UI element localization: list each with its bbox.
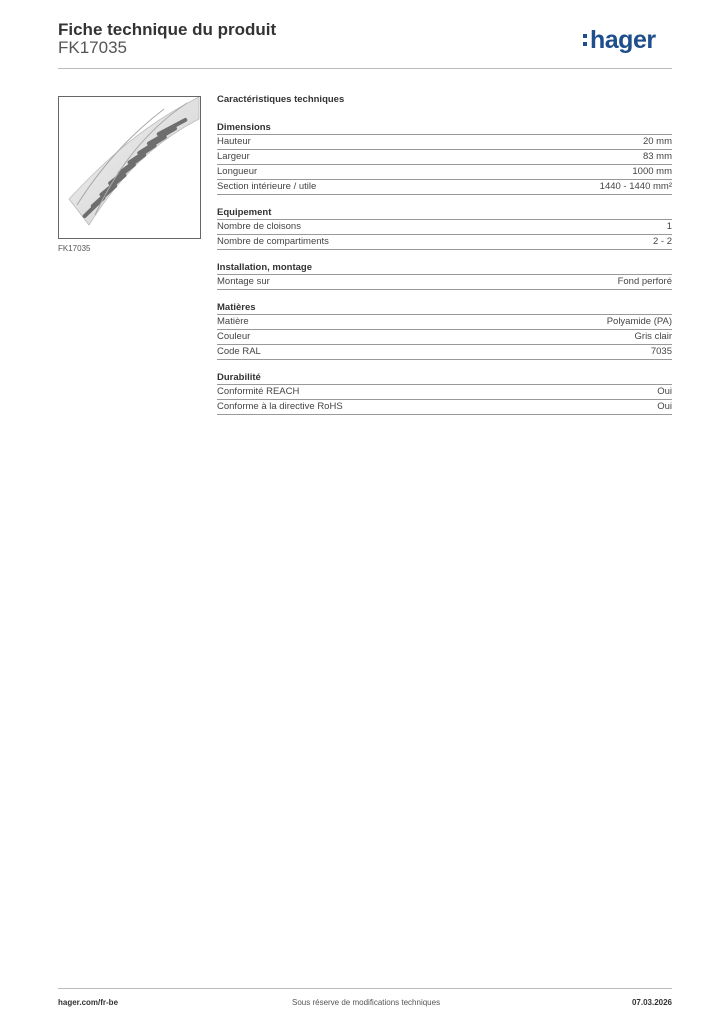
- specs-title: Caractéristiques techniques: [217, 94, 345, 105]
- spec-row: [217, 165, 672, 180]
- spec-row: [217, 150, 672, 165]
- spec-row: [217, 235, 672, 250]
- spec-section: [217, 203, 672, 250]
- hager-logo: [590, 26, 656, 55]
- spec-row: [217, 220, 672, 235]
- spec-label: Conforme à la directive RoHS: [217, 401, 343, 412]
- header-divider: [58, 68, 672, 69]
- footer-date: 07.03.2026: [631, 998, 672, 1007]
- footer-divider: [58, 988, 672, 989]
- spec-row: [217, 315, 672, 330]
- product-code: FK17035: [58, 38, 127, 57]
- spec-label: Code RAL: [217, 346, 261, 357]
- spec-label: Section intérieure / utile: [217, 181, 317, 192]
- product-image: [58, 96, 201, 239]
- spec-value: 2 - 2: [652, 236, 672, 247]
- spec-row: [217, 345, 672, 360]
- spec-value: Oui: [657, 401, 672, 412]
- spec-section: [217, 298, 672, 360]
- spec-row: [217, 330, 672, 345]
- spec-label: Largeur: [217, 151, 250, 162]
- spec-value: 83 mm: [642, 151, 672, 162]
- spec-label: Longueur: [217, 166, 258, 177]
- footer-disclaimer: Sous réserve de modifications techniques: [292, 998, 441, 1007]
- logo-dot-icon: [583, 42, 587, 46]
- flexible-cable-duct-icon: [59, 97, 200, 238]
- spec-value: Polyamide (PA): [606, 316, 672, 327]
- footer-website: hager.com/fr-be: [58, 998, 119, 1007]
- spec-section: [217, 258, 672, 290]
- spec-section: [217, 118, 672, 195]
- spec-table: [217, 94, 672, 423]
- logo-text: hager: [590, 26, 656, 54]
- page-title: Fiche technique du produit: [58, 20, 277, 39]
- image-caption: FK17035: [58, 244, 91, 253]
- spec-value: Fond perforé: [617, 276, 672, 287]
- spec-section: [217, 368, 672, 415]
- spec-row: [217, 400, 672, 415]
- spec-label: Conformité REACH: [217, 386, 300, 397]
- spec-row: [217, 385, 672, 400]
- spec-value: Gris clair: [634, 331, 672, 342]
- spec-value: 7035: [650, 346, 672, 357]
- spec-label: Nombre de cloisons: [217, 221, 301, 232]
- spec-label: Matière: [217, 316, 249, 327]
- spec-value: 1000 mm: [632, 166, 672, 177]
- spec-row: [217, 180, 672, 195]
- spec-section-heading: Durabilité: [217, 368, 672, 385]
- spec-section-heading: Dimensions: [217, 118, 672, 135]
- spec-label: Montage sur: [217, 276, 270, 287]
- spec-value: 1: [666, 221, 672, 232]
- spec-label: Nombre de compartiments: [217, 236, 329, 247]
- spec-section-heading: Matières: [217, 298, 672, 315]
- spec-section-heading: Equipement: [217, 203, 672, 220]
- spec-value: 1440 - 1440 mm²: [599, 181, 672, 192]
- spec-row: [217, 135, 672, 150]
- spec-value: Oui: [657, 386, 672, 397]
- spec-section-heading: Installation, montage: [217, 258, 672, 275]
- spec-row: [217, 275, 672, 290]
- spec-label: Couleur: [217, 331, 251, 342]
- spec-value: 20 mm: [642, 136, 672, 147]
- logo-dot-icon: [583, 34, 587, 38]
- spec-label: Hauteur: [217, 136, 251, 147]
